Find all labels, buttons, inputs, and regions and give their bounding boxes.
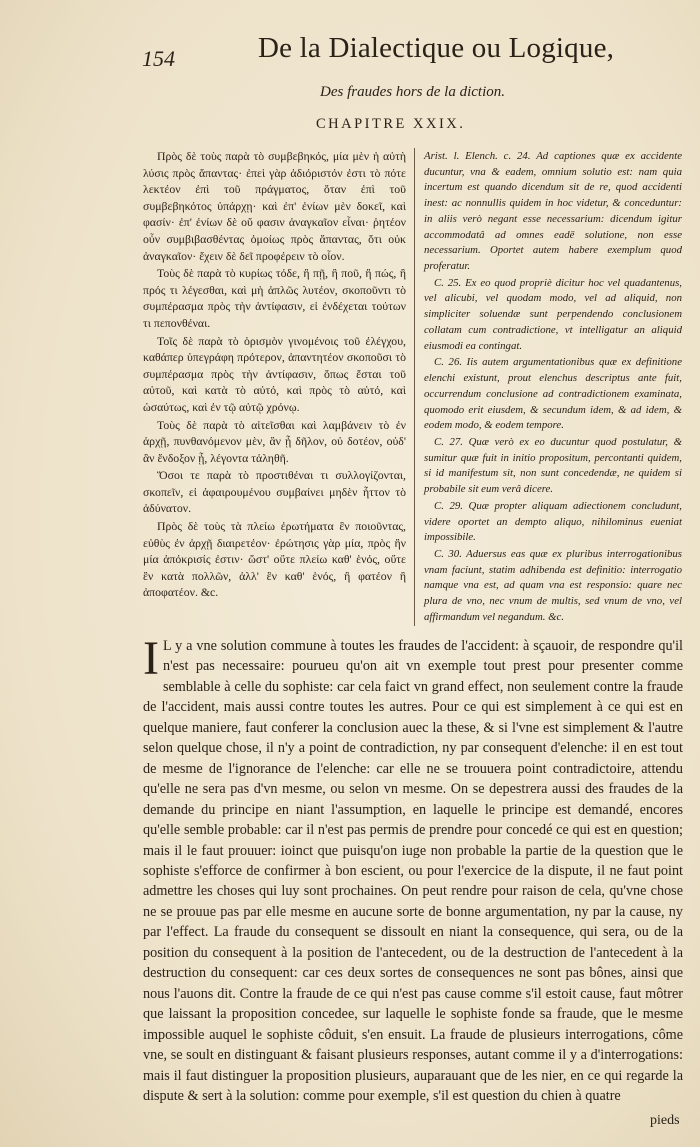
running-head: De la Dialectique ou Logique, xyxy=(258,32,615,64)
latin-paragraph: C. 27. Quæ verò ex eo ducuntur quod postulatur, & sumitur quæ fuit in initio propositum, percontanti quidem, si id manifestum sit, non sunt concedendæ, ne quidem si probabile sit eum verâ dicere. xyxy=(424,435,682,496)
main-text xyxy=(143,632,683,1106)
greek-paragraph: Τοὺς δὲ παρὰ τὸ κυρίως τόδε, ἢ πῇ, ἢ ποῦ, ἢ πώς, ἢ πρός τι λέγεσθαι, καὶ μὴ ἁπλῶς λυτέον, σκοποῦντι τὸ συμπέρασμα πρὸς τὴν ἀντίφασιν, εἰ ἐνδέχεται τούτων τι πεπονθέναι. xyxy=(143,266,406,330)
drop-cap: I xyxy=(143,632,159,685)
page-header xyxy=(140,22,680,82)
catchword: pieds xyxy=(650,1113,680,1128)
greek-text-column xyxy=(143,148,406,601)
column-divider xyxy=(414,148,415,626)
latin-paragraph: C. 25. Ex eo quod propriè dicitur hoc vel quadantenus, vel alicubi, vel quodam modo, vel ad aliquid, non simpliciter soluendæ sunt perpendendo conclusionem collatam cum contradictione, vt intelligatur an aliquid eiusmodi ea contingat. xyxy=(424,276,682,352)
latin-paragraph: Arist. l. Elench. c. 24. Ad captiones quæ ex accidente ducuntur, vna & eadem, omnium solutio est: nam quia incertum est quando dicendum sit de re, quod accidenti inest: ac nonnullis quidem in hoc videtur, & conceduntur: in aliis verò negant esse necessarium: dicendum igitur accommodatâ ad omnes eadē solutione, non esse necessarium. Oportet autem habere exemplum quod proferatur. xyxy=(424,150,682,273)
greek-paragraph: Πρὸς δὲ τοὺς παρὰ τὸ συμβεβηκός, μία μὲν ἡ αὐτὴ λύσις πρὸς ἅπαντας· ἐπεὶ γὰρ ἀδιόριστόν ἐστι τὸ πότε λεκτέον ἐπὶ τοῦ πράγματος, ὅταν ἐπὶ τοῦ συμβεβηκότος ὑπάρχῃ· καὶ ἐπ' ἐνίων μὲν δοκεῖ, καὶ φασίν· ἐπ' ἐνίων δὲ οὔ φασιν ἀναγκαῖον εἶναι· ῥητέον οὖν συμβιβασθέντας ὁμοίως πρὸς ἅπαντας, ὅτι οὐκ ἀναγκαῖον· ἔχειν δὲ δεῖ προφέρειν τὸ οἷον. xyxy=(143,149,406,263)
latin-paragraph: C. 29. Quæ propter aliquam adiectionem concludunt, videre oportet an dempto aliquo, nihilominus eueniat impossibile. xyxy=(424,499,682,544)
greek-paragraph: Τοῖς δὲ παρὰ τὸ ὁρισμὸν γινομένοις τοῦ ἐλέγχου, καθάπερ ὑπεγράφη πρότερον, ἀπαντητέον σκοποῦσι τὸ συμπέρασμα πρὸς τὴν ἀντίφασιν, ὅπως ἔσται τοῦ αὐτοῦ, καὶ κατὰ τὸ αὐτό, καὶ πρὸς τὸ αὐτό, καὶ ὡσαύτως, καὶ ἐν τῷ αὐτῷ χρόνῳ. xyxy=(143,333,406,414)
latin-paragraph: C. 30. Aduersus eas quæ ex pluribus interrogationibus vnam faciunt, statim adhibenda est definitio: interrogatio namque vna est, ad quam vna est responsio: quare nec plura de vno, nec vnum de multis, sed vnum de vno, vel affirmandum vel negandum. &c. xyxy=(424,547,682,623)
section-title: Des fraudes hors de la diction. xyxy=(320,84,505,100)
chapter-heading: CHAPITRE XXIX. xyxy=(316,116,466,132)
latin-paragraph: C. 26. Iis autem argumentationibus quæ ex definitione elenchi existunt, prout elenchus descriptus ante fuit, occurrendum conclusione ad contradictionem examinata, quomodo erit eiusdem, & secundum idem, & ad idem, & eodem modo, & eodem tempore. xyxy=(424,356,682,432)
greek-paragraph: Ὅσοι τε παρὰ τὸ προστιθέναι τι συλλογίζονται, σκοπεῖν, εἰ ἀφαιρουμένου συμβαίνει μηδὲν ἧττον τὸ ἀδύνατον. xyxy=(143,468,406,516)
greek-paragraph: Τοὺς δὲ παρὰ τὸ αἰτεῖσθαι καὶ λαμβάνειν τὸ ἐν ἀρχῇ, πυνθανόμενον μὲν, ἂν ᾖ δῆλον, οὐ δοτέον, οὐδ' ἂν ἔνδοξον ᾖ, λέγοντα τἀληθῆ. xyxy=(143,417,406,465)
greek-paragraph: Πρὸς δὲ τοὺς τὰ πλείω ἐρωτήματα ἓν ποιοῦντας, εὐθὺς ἐν ἀρχῇ διαιρετέον· ἐρώτησις γὰρ μία, πρὸς ἣν μία ἀπόκρισίς ἐστιν· ὥστ' οὔτε πλείω καθ' ἑνός, οὔτε ἓν κατὰ πολλῶν, ἀλλ' ἓν καθ' ἑνός, ἢ φατέον ἢ ἀποφατέον. &c. xyxy=(143,519,406,600)
main-paragraph-text: L y a vne solution commune à toutes les fraudes de l'accident: à sçauoir, de respondre qu'il n'est pas necessaire: pourueu qu'on ait vn exemple tout prest pour presenter comme semblable à celle du sophiste: car cela faict vn grand effect, non seulement contre la fraude de l'accident, mais aussi contre toutes les autres. Pour ce qui est simplement à ce qui est en quelque maniere, faut conferer la conclusion auec la these, & si l'vne est simplement & l'autre selon quelque chose, il n'y a point de contradiction, ny par consequent d'elenche: il en est tout de mesme de l'ignorance de l'elenche: car elle ne se trouuera point contradictoire, attendu qu'elle ne sera pas d'vn mesme, ou selon vn mesme. On se depestrera aussi des fraudes de la demande du principe en niant l'assumption, en laquelle le principe est demandé, encores qu'elle semble probable: car il n'est pas permis de prendre pour concedé ce qui est en question; mais il le faut prouuer: ioinct que puisqu'on iuge non probable la partie de la question que le sophiste s'efforce de confirmer à bon escient, ou pour l'exercice de la dispute, il ne faut point admettre les choses qui luy sont prochaines. On peut rendre pour raison de cela, qu'vne chose ne se prouue pas par elle mesme en aucune sorte de bonne argumentation, ny par la cause, ny par l'effect. La fraude du consequent se dissoult en niant la consequence, qui sera, ou de la position du consequent à la position de l'antecedent, ou de la destruction de l'antecedent à la destruction du consequent: car ces deux sortes de consequences ne sont pas bônes, ainsi que nous l'auons dit. Contre la fraude de ce qui n'est pas cause comme s'il estoit cause, faut môtrer que laissant la proposition concedee, sur laquelle le sophiste fonde sa fraude, que le mesme impossible auquel le sophiste côduit, s'en ensuit. La fraude de plusieurs interrogations, côme vne, se soult en distinguant & faisant plusieurs responses, autant comme il y a d'interrogations: mais il faut distinguer la proposition plusieurs, auparauant que de les nier, en ce qui regarde la dispute & sert à la solution: comme pour exemple, s'il est question du chien à quatre xyxy=(143,638,683,1104)
main-paragraph xyxy=(143,632,683,1106)
latin-text-column xyxy=(424,148,682,626)
page-number: 154 xyxy=(142,46,175,71)
